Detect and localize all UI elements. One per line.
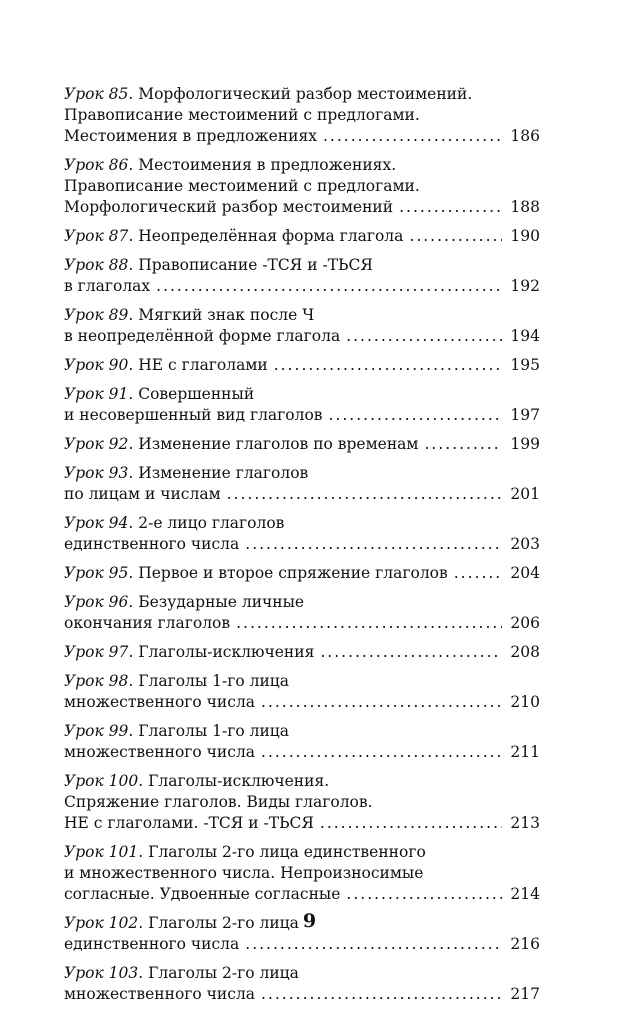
toc-entry-last-line bbox=[64, 197, 540, 218]
toc-page-number: 206 bbox=[510, 614, 540, 632]
toc-entry bbox=[64, 842, 540, 905]
toc-entry-line: Урок 85. Морфологический разбор местоимений. bbox=[64, 85, 473, 103]
toc-entry-last-line bbox=[64, 984, 540, 1005]
toc-entry-line bbox=[64, 863, 540, 884]
toc-entry-last-line bbox=[64, 642, 540, 663]
toc-entry-line bbox=[64, 105, 540, 126]
toc-entry-text: Урок 97. Глаголы-исключения bbox=[64, 643, 315, 661]
dot-leader bbox=[156, 276, 502, 297]
dot-leader bbox=[329, 405, 503, 426]
lesson-label: Урок 85 bbox=[64, 85, 129, 103]
toc-entry-text: Урок 95. Первое и второе спряжение глаголов bbox=[64, 564, 448, 582]
lesson-label: Урок 89 bbox=[64, 306, 129, 324]
toc-entry-line: Урок 93. Изменение глаголов bbox=[64, 464, 309, 482]
toc-entry bbox=[64, 384, 540, 426]
table-of-contents bbox=[64, 84, 540, 1013]
toc-page-number: 203 bbox=[510, 535, 540, 553]
toc-page-number: 190 bbox=[510, 227, 540, 245]
dot-leader bbox=[261, 742, 502, 763]
toc-entry-last-line bbox=[64, 934, 540, 955]
lesson-title: НЕ с глаголами bbox=[138, 356, 268, 374]
toc-entry-last-line bbox=[64, 563, 540, 584]
toc-page-number: 204 bbox=[510, 564, 540, 582]
toc-entry-last-line bbox=[64, 813, 540, 834]
lesson-title: множественного числа bbox=[64, 743, 256, 761]
toc-entry bbox=[64, 963, 540, 1005]
dot-leader bbox=[346, 884, 502, 905]
toc-page-number: 201 bbox=[510, 485, 540, 503]
lesson-title: Глаголы 1-го лица bbox=[138, 722, 290, 740]
toc-entry-line: Урок 89. Мягкий знак после Ч bbox=[64, 306, 315, 324]
dot-leader bbox=[409, 226, 502, 247]
toc-entry-last-line bbox=[64, 326, 540, 347]
toc-entry bbox=[64, 771, 540, 834]
toc-entry bbox=[64, 84, 540, 147]
lesson-title: множественного числа bbox=[64, 693, 256, 711]
toc-entry-text: Урок 90. НЕ с глаголами bbox=[64, 356, 268, 374]
toc-entry-text bbox=[64, 934, 239, 955]
lesson-label: Урок 91 bbox=[64, 385, 129, 403]
toc-entry bbox=[64, 255, 540, 297]
lesson-title: Изменение глаголов по временам bbox=[138, 435, 419, 453]
lesson-label: Урок 101 bbox=[64, 843, 139, 861]
toc-entry-text bbox=[64, 692, 255, 713]
toc-entry-line: Урок 102. Глаголы 2-го лица bbox=[64, 914, 299, 932]
lesson-title: Безударные личные bbox=[138, 593, 305, 611]
dot-leader bbox=[245, 534, 502, 555]
lesson-title: Местоимения в предложениях bbox=[64, 127, 317, 145]
lesson-label: Урок 93 bbox=[64, 464, 129, 482]
lesson-title: Глаголы 2-го лица bbox=[148, 964, 299, 982]
toc-entry bbox=[64, 434, 540, 455]
lesson-title: Правописание местоимений с предлогами. bbox=[64, 177, 420, 195]
lesson-title: Правописание местоимений с предлогами. bbox=[64, 106, 420, 124]
lesson-title: Первое и второе спряжение глаголов bbox=[138, 564, 448, 582]
toc-page-number: 211 bbox=[510, 743, 540, 761]
toc-entry bbox=[64, 642, 540, 663]
toc-page-number: 194 bbox=[510, 327, 540, 345]
toc-entry-text bbox=[64, 126, 317, 147]
lesson-title: окончания глаголов bbox=[64, 614, 231, 632]
toc-entry-last-line bbox=[64, 692, 540, 713]
toc-page-number: 214 bbox=[510, 885, 540, 903]
toc-entry bbox=[64, 671, 540, 713]
lesson-title: Глаголы 1-го лица bbox=[138, 672, 290, 690]
lesson-label: Урок 87 bbox=[64, 227, 129, 245]
toc-entry-text bbox=[64, 484, 221, 505]
lesson-title: Морфологический разбор местоимений bbox=[64, 198, 394, 216]
toc-page-number: 213 bbox=[510, 814, 540, 832]
toc-entry-last-line bbox=[64, 484, 540, 505]
lesson-label: Урок 98 bbox=[64, 672, 129, 690]
toc-entry-text bbox=[64, 613, 230, 634]
lesson-label: Урок 99 bbox=[64, 722, 129, 740]
dot-leader bbox=[424, 434, 502, 455]
lesson-title: Совершенный bbox=[138, 385, 255, 403]
lesson-title: в неопределённой форме глагола bbox=[64, 327, 341, 345]
toc-page-number: 217 bbox=[510, 985, 540, 1003]
toc-page-number: 186 bbox=[510, 127, 540, 145]
lesson-title: согласные. Удвоенные согласные bbox=[64, 885, 341, 903]
dot-leader bbox=[454, 563, 503, 584]
toc-entry-line: Урок 96. Безударные личные bbox=[64, 593, 305, 611]
lesson-title: в глаголах bbox=[64, 277, 151, 295]
lesson-title: Глаголы-исключения. bbox=[148, 772, 330, 790]
lesson-title: Глаголы 2-го лица bbox=[148, 914, 299, 932]
toc-entry-last-line bbox=[64, 534, 540, 555]
toc-entry-line: Урок 91. Совершенный bbox=[64, 385, 255, 403]
lesson-label: Урок 86 bbox=[64, 156, 129, 174]
lesson-title: Спряжение глаголов. Виды глаголов. bbox=[64, 793, 373, 811]
toc-entry-text: Урок 87. Неопределённая форма глагола bbox=[64, 227, 404, 245]
toc-entry-last-line bbox=[64, 613, 540, 634]
lesson-title: Глаголы 2-го лица единственного bbox=[148, 843, 426, 861]
toc-entry-line: Урок 88. Правописание -ТСЯ и -ТЬСЯ bbox=[64, 256, 373, 274]
dot-leader bbox=[261, 984, 502, 1005]
lesson-title: Морфологический разбор местоимений. bbox=[138, 85, 473, 103]
toc-entry bbox=[64, 513, 540, 555]
toc-page-number: 188 bbox=[510, 198, 540, 216]
dot-leader bbox=[261, 692, 502, 713]
toc-entry bbox=[64, 355, 540, 376]
toc-page-number: 208 bbox=[510, 643, 540, 661]
toc-page-number: 192 bbox=[510, 277, 540, 295]
lesson-label: Урок 102 bbox=[64, 914, 139, 932]
lesson-label: Урок 97 bbox=[64, 643, 129, 661]
toc-entry bbox=[64, 305, 540, 347]
lesson-title: единственного числа bbox=[64, 535, 240, 553]
toc-entry-line: Урок 100. Глаголы-исключения. bbox=[64, 772, 330, 790]
toc-entry-last-line bbox=[64, 434, 540, 455]
lesson-label: Урок 95 bbox=[64, 564, 129, 582]
lesson-label: Урок 90 bbox=[64, 356, 129, 374]
lesson-title: Глаголы-исключения bbox=[138, 643, 315, 661]
toc-entry bbox=[64, 563, 540, 584]
lesson-label: Урок 103 bbox=[64, 964, 139, 982]
toc-entry-line: Урок 103. Глаголы 2-го лица bbox=[64, 964, 299, 982]
toc-entry-text bbox=[64, 884, 340, 905]
dot-leader bbox=[320, 642, 502, 663]
toc-entry-line: Урок 101. Глаголы 2-го лица единственного bbox=[64, 843, 426, 861]
lesson-label: Урок 100 bbox=[64, 772, 139, 790]
lesson-title: по лицам и числам bbox=[64, 485, 221, 503]
toc-entry bbox=[64, 721, 540, 763]
toc-entry bbox=[64, 226, 540, 247]
toc-entry bbox=[64, 592, 540, 634]
toc-entry-line: Урок 98. Глаголы 1-го лица bbox=[64, 672, 290, 690]
lesson-title: НЕ с глаголами. -ТСЯ и -ТЬСЯ bbox=[64, 814, 314, 832]
toc-entry-last-line bbox=[64, 884, 540, 905]
toc-entry-text: Урок 92. Изменение глаголов по временам bbox=[64, 435, 419, 453]
lesson-label: Урок 92 bbox=[64, 435, 129, 453]
toc-entry-line bbox=[64, 176, 540, 197]
lesson-title: 2-е лицо глаголов bbox=[138, 514, 285, 532]
lesson-title: Правописание -ТСЯ и -ТЬСЯ bbox=[138, 256, 373, 274]
lesson-title: Неопределённая форма глагола bbox=[138, 227, 404, 245]
lesson-label: Урок 96 bbox=[64, 593, 129, 611]
dot-leader bbox=[245, 934, 502, 955]
dot-leader bbox=[399, 197, 502, 218]
toc-entry bbox=[64, 463, 540, 505]
dot-leader bbox=[274, 355, 503, 376]
toc-entry-text bbox=[64, 405, 323, 426]
toc-entry-line: Урок 94. 2-е лицо глаголов bbox=[64, 514, 285, 532]
toc-entry-line: Урок 86. Местоимения в предложениях. bbox=[64, 156, 397, 174]
lesson-title: Изменение глаголов bbox=[138, 464, 309, 482]
toc-entry-line bbox=[64, 792, 540, 813]
lesson-title: Мягкий знак после Ч bbox=[138, 306, 315, 324]
toc-entry-last-line bbox=[64, 742, 540, 763]
toc-entry-text bbox=[64, 276, 150, 297]
page-number: 9 bbox=[302, 910, 317, 932]
lesson-label: Урок 88 bbox=[64, 256, 129, 274]
lesson-title: единственного числа bbox=[64, 935, 240, 953]
toc-entry-text bbox=[64, 326, 340, 347]
toc-page-number: 195 bbox=[510, 356, 540, 374]
toc-entry-line: Урок 99. Глаголы 1-го лица bbox=[64, 722, 290, 740]
toc-entry-text bbox=[64, 984, 255, 1005]
dot-leader bbox=[346, 326, 502, 347]
lesson-title: и множественного числа. Непроизносимые bbox=[64, 864, 424, 882]
toc-entry-text bbox=[64, 197, 393, 218]
dot-leader bbox=[323, 126, 502, 147]
lesson-label: Урок 94 bbox=[64, 514, 129, 532]
toc-entry-last-line bbox=[64, 126, 540, 147]
toc-entry-text bbox=[64, 813, 314, 834]
toc-entry-last-line bbox=[64, 276, 540, 297]
lesson-title: и несовершенный вид глаголов bbox=[64, 406, 323, 424]
toc-entry-text bbox=[64, 534, 239, 555]
toc-entry-last-line bbox=[64, 355, 540, 376]
lesson-title: Местоимения в предложениях. bbox=[138, 156, 397, 174]
toc-page-number: 216 bbox=[510, 935, 540, 953]
toc-entry-last-line bbox=[64, 405, 540, 426]
toc-entry-text bbox=[64, 742, 255, 763]
dot-leader bbox=[320, 813, 503, 834]
toc-page-number: 199 bbox=[510, 435, 540, 453]
toc-page-number: 210 bbox=[510, 693, 540, 711]
lesson-title: множественного числа bbox=[64, 985, 256, 1003]
dot-leader bbox=[236, 613, 502, 634]
dot-leader bbox=[227, 484, 503, 505]
toc-entry bbox=[64, 155, 540, 218]
toc-page-number: 197 bbox=[510, 406, 540, 424]
toc-entry-last-line bbox=[64, 226, 540, 247]
